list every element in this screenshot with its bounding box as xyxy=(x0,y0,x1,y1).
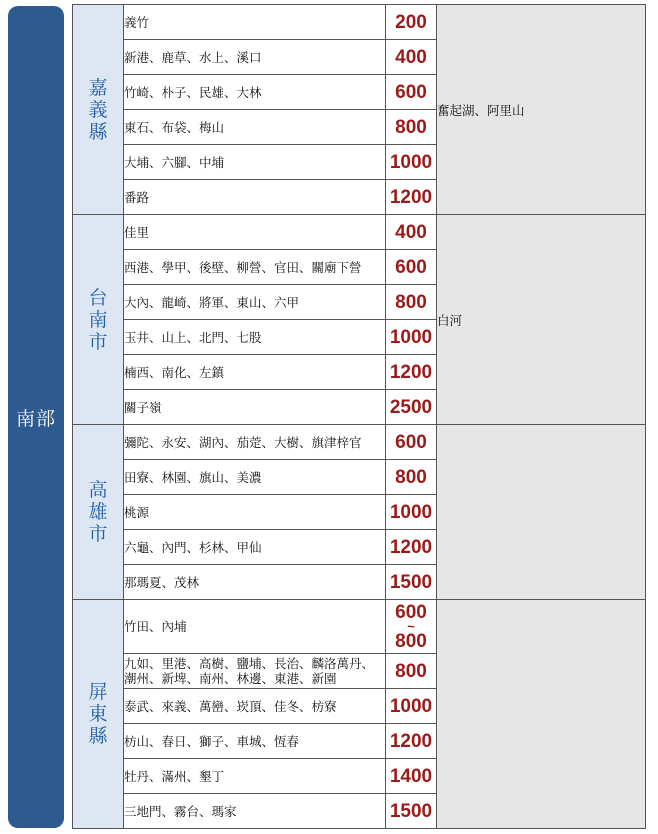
town-list: 彌陀、永安、湖內、茄萣、大樹、旗津梓官 xyxy=(124,425,386,460)
county-cell xyxy=(73,600,124,829)
county-cell xyxy=(73,215,124,425)
town-list: 新港、鹿草、水上、溪口 xyxy=(124,40,386,75)
altitude-range-separator: ~ xyxy=(407,618,415,634)
altitude-value: 800 xyxy=(386,285,437,320)
county-name: 屏東縣 xyxy=(88,681,108,747)
county-name: 高雄市 xyxy=(88,479,108,545)
note-cell: 奮起湖、阿里山 xyxy=(437,5,646,215)
altitude-range xyxy=(386,600,437,654)
altitude-value: 1200 xyxy=(386,180,437,215)
town-list: 六龜、內門、杉林、甲仙 xyxy=(124,530,386,565)
note-cell xyxy=(437,425,646,600)
altitude-value: 1200 xyxy=(386,530,437,565)
table-row xyxy=(73,425,646,460)
altitude-value: 200 xyxy=(386,5,437,40)
altitude-range-from: 600 xyxy=(395,601,427,623)
altitude-value: 400 xyxy=(386,215,437,250)
town-list: 大內、龍崎、將軍、東山、六甲 xyxy=(124,285,386,320)
altitude-value: 1000 xyxy=(386,689,437,724)
town-list: 大埔、六腳、中埔 xyxy=(124,145,386,180)
county-name: 台南市 xyxy=(88,286,108,353)
altitude-value: 800 xyxy=(386,110,437,145)
altitude-value: 600 xyxy=(386,75,437,110)
town-list: 番路 xyxy=(124,180,386,215)
altitude-value: 1500 xyxy=(386,565,437,600)
town-list: 牡丹、滿州、墾丁 xyxy=(124,759,386,794)
town-list: 三地門、霧台、瑪家 xyxy=(124,794,386,829)
table-row xyxy=(73,215,646,250)
table-row xyxy=(73,5,646,40)
town-list: 竹崎、朴子、民雄、大林 xyxy=(124,75,386,110)
town-list: 楠西、南化、左鎮 xyxy=(124,355,386,390)
altitude-table xyxy=(72,4,646,829)
altitude-value: 1000 xyxy=(386,495,437,530)
note-cell: 白河 xyxy=(437,215,646,425)
town-list: 義竹 xyxy=(124,5,386,40)
town-list: 關子嶺 xyxy=(124,390,386,425)
table-row xyxy=(73,600,646,654)
altitude-value: 1000 xyxy=(386,145,437,180)
altitude-value: 2500 xyxy=(386,390,437,425)
town-list: 枋山、春日、獅子、車城、恆春 xyxy=(124,724,386,759)
region-label: 南部 xyxy=(15,407,56,430)
county-name: 嘉義縣 xyxy=(88,76,108,143)
county-cell xyxy=(73,5,124,215)
altitude-value: 1000 xyxy=(386,320,437,355)
town-list: 竹田、內埔 xyxy=(124,600,386,654)
altitude-value: 800 xyxy=(386,654,437,689)
town-list: 那瑪夏、茂林 xyxy=(124,565,386,600)
town-list: 佳里 xyxy=(124,215,386,250)
county-cell xyxy=(73,425,124,600)
altitude-range-to: 800 xyxy=(395,630,427,652)
town-list: 玉井、山上、北門、七股 xyxy=(124,320,386,355)
altitude-value: 800 xyxy=(386,460,437,495)
altitude-value: 1500 xyxy=(386,794,437,829)
altitude-value: 1200 xyxy=(386,724,437,759)
town-list: 西港、學甲、後壁、柳營、官田、關廟下營 xyxy=(124,250,386,285)
altitude-value: 1200 xyxy=(386,355,437,390)
altitude-value: 600 xyxy=(386,425,437,460)
region-tab xyxy=(8,6,64,828)
town-list: 田寮、林園、旗山、美濃 xyxy=(124,460,386,495)
altitude-value: 400 xyxy=(386,40,437,75)
town-list: 九如、里港、高樹、鹽埔、長治、麟洛萬丹、潮州、新埤、南州、林邊、東港、新園 xyxy=(124,654,386,689)
town-list: 東石、布袋、梅山 xyxy=(124,110,386,145)
town-list: 桃源 xyxy=(124,495,386,530)
note-cell xyxy=(437,600,646,829)
altitude-value: 600 xyxy=(386,250,437,285)
altitude-value: 1400 xyxy=(386,759,437,794)
town-list: 泰武、來義、萬巒、崁頂、佳冬、枋寮 xyxy=(124,689,386,724)
